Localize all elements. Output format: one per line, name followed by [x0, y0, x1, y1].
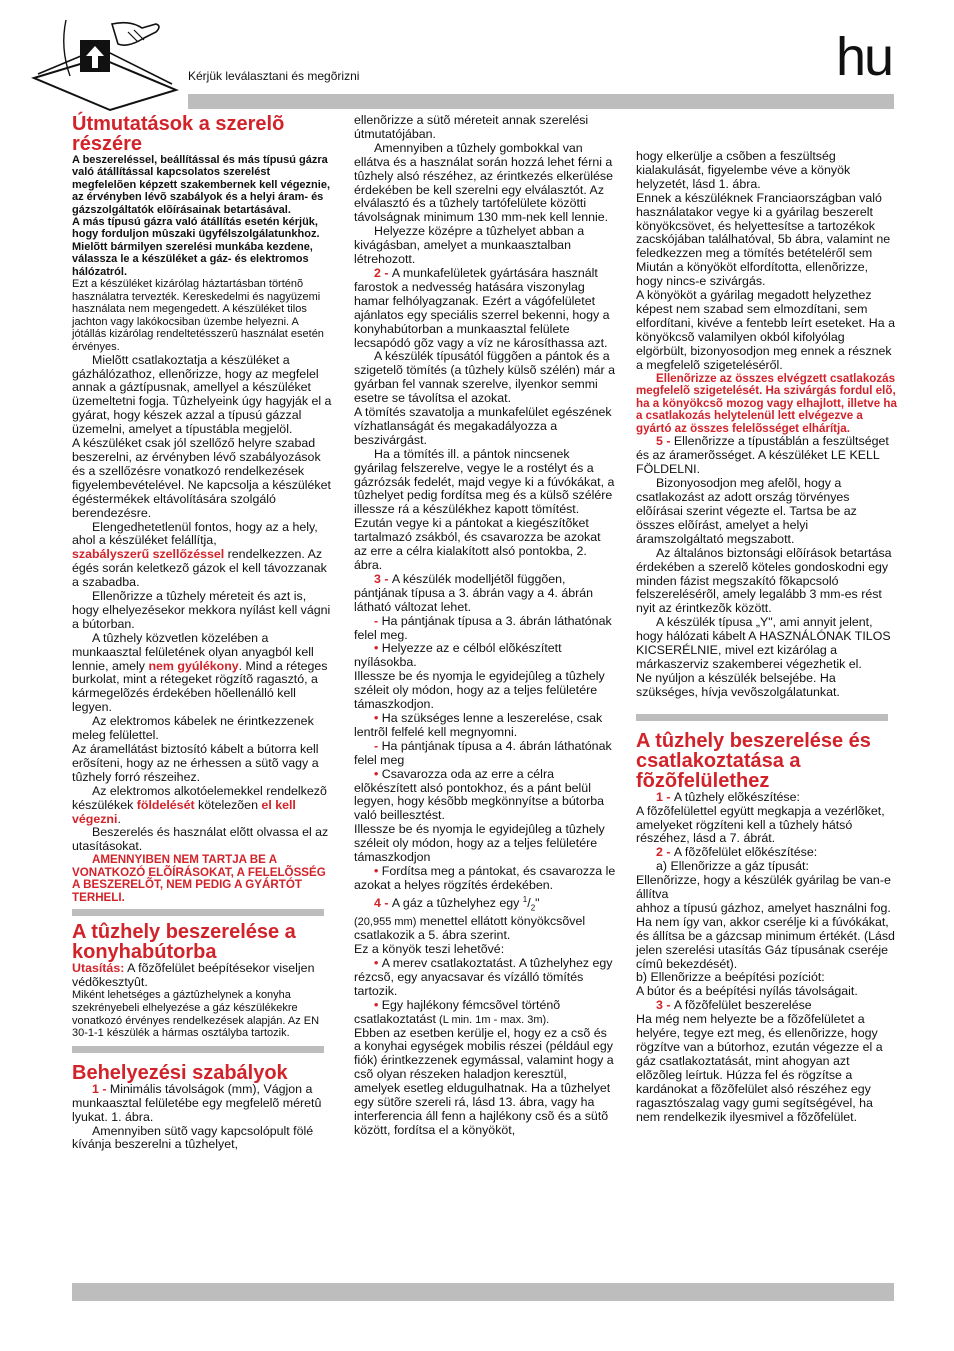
paragraph: ellenõrizze a sütõ méreteit annak szerelési útmutatójában. — [354, 113, 589, 141]
paragraph: Mielõtt csatlakoztatja a készüléket a gázhálózathoz, ellenõrizze, hogy az megfelel annak a gáztípusnak, amellyel a készüléket üzemeltetni fogja. Tûzhelyeink úgy hagyják el a gyárat, hogy készek azzal a típusú gázzal üzemelni, amelyet a típustábla megjelöl. — [72, 352, 332, 437]
paragraph: ahhoz a típusú gázhoz, amelyet használni fog. Ha nem így van, akkor cserélje ki a fúvókákat, és állítsa be a gázcsap minimum értékét. (Lásd jelen szerelési utasítás Gáz típusának cseréje címû bekezdését). — [636, 900, 895, 971]
paragraph: A tûzhely közvetlen közelében a munkaasztal felületének olyan anyagból kell lennie, amely nem gyúlékony. Mind a réteges burkolat, mint a rétegeket rögzítõ ragasztó, a kármegelõzés érdekében hõellenálló kell legyen. — [72, 630, 328, 715]
paragraph: Ne nyúljon a készülék belsejébe. Ha szükséges, hívja vevõszolgálatunkat. — [636, 670, 840, 699]
paragraph: Az általános biztonsági elõírások betartása érdekében a szerelõ köteles gondoskodni egy minden fázist megszakító fõkapcsoló felszerelésérõl, amely legalább 3 mm-es rést nyit az érintkezõk között. — [636, 545, 892, 616]
header-bar — [188, 94, 894, 109]
paragraph: A készüléket csak jól szellőző helyre szabad beszerelni, az érvényben lévő szabályozások és a szellőzésre vonatkozó rendelkezések figyelembevételével. Ne kapcsolja a készüléket égéstermékek eltávolítására szolgáló berendezésre. — [72, 436, 331, 520]
paragraph: Ennek a készüléknek Franciaországban való használatakor vegye ki a gyárilag beszerelt könyökcsövet, és helyettesítse a tartozékok zacskójában találhatóval, 5b ábra, valamint ne feledkezzen meg a tömítés betételéről sem — [636, 190, 891, 261]
paragraph: A könyököt a gyárilag megadott helyzethez képest nem szabad sem elmozdítani, sem elfordítani, kivéve a fentebb leírt eseteket. Ha a könyökcsõ valamilyen okból kifolyólag elgörbült, bizonyosodjon meg ennek a résznek a megfelelõ szigeteléséről. — [636, 288, 895, 372]
paragraph: 3 - A készülék modelljétõl függõen, pántjának típusa a 3. ábrán vagy a 4. ábrán látható változat lehet. — [354, 571, 594, 614]
paragraph: - Ha pántjának típusa a 4. ábrán láthatónak felel meg — [354, 738, 612, 767]
paragraph: Ha még nem helyezte be a fõzõfelületet a helyére, tegye ezt meg, és ellenõrizze, hogy rögzítve van a bútorhoz, ezután végezze el a gáz csatlakoztatását, mint ahogyan azt elõzõleg leírtuk. Húzza fel és rögzítse a kardánokat a fõzõfelület alsó részéhez egy ragasztószalag vagy gumi segítségével, ha nem rendelkezik ilyesmivel a fõzõfelület. — [636, 1012, 883, 1124]
heading-installer: Útmutatások a szerelõ részére — [72, 113, 285, 155]
warning-text: AMENNYIBEN NEM TARTJA BE A VONATKOZÓ ELÕÍRÁSOKAT, A FELELÕSSÉG A BESZERELÕT, NEM PEDIG A GYÁRTÓT TERHELI. — [72, 853, 326, 905]
paragraph: Ellenõrizze, hogy a készülék gyárilag be van-e állítva — [636, 873, 891, 902]
section-divider — [72, 909, 324, 916]
paragraph: hogy elkerülje a csõben a feszültség kialakulását, figyelembe véve a könyök helyzetét, lásd 1. ábra. — [636, 149, 851, 191]
section-divider — [72, 1046, 324, 1053]
warning-text: Ellenõrizze az összes elvégzett csatlakozás megfelelõ szigetelését. Ha szivárgás fordul elõ, ha a könyökcsõ mozog vagy elhajlott, illetve ha a csatlakozás helytelenül lett elvégezve a gyártó az összes felelõsséget elhárítja. — [636, 371, 897, 435]
paragraph: Ezt a készüléket kizárólag háztartásban történõ használatra tervezték. Kereskedelmi és nagyüzemi használata nem megengedett. A készüléket tilos jachton vagy lakókocsiban üzembe helyezni. A jótállás kizárólag rendeltetésszerû használat esetén érvényes. — [72, 278, 324, 354]
heading-furniture: A tûzhely beszerelése a konyhabútorba — [72, 920, 296, 963]
paragraph: Ha a tömítés ill. a pántok nincsenek gyárilag felszerelve, vegye le a rostélyt és a gázrózsák fedelét, majd vegye ki a fúvókákat, a tûzhelyet pedig fordítsa meg és a külsõ szélére illessze rá a készülékhez kapott tömítést. — [354, 446, 615, 517]
paragraph: Ezután vegye ki a pántokat a kiegészítõket tartalmazó zsákból, és csavarozza be azokat az erre a célra kialakított alsó pontokba, 2. ábra. — [354, 516, 601, 572]
paragraph: Helyezze középre a tûzhelyet abban a kivágásban, amelyet a munkaasztalban létrehozott. — [354, 224, 585, 267]
paragraph: • Csavarozza oda az erre a célra elõkészített alsó pontokhoz, és a pánt belül legyen, hogy késõbb megkönnyítse a bútorba való beillesztést. — [354, 766, 605, 823]
red-emphasis: szabályszerű szellőzéssel — [72, 547, 225, 562]
heading-connect: A tûzhely beszerelése és csatlakoztatása a fõzõfelülethez — [636, 729, 871, 792]
paragraph: 1 - A tûzhely elõkészítése: — [656, 789, 800, 804]
paragraph: Elengedhetetlenül fontos, hogy az a hely, ahol a készüléket felállítja, szabályszerű szellőzéssel rendelkezzen. Az égés során keletkezõ gázok el kell távozzanak a szabadba. — [72, 519, 327, 590]
column-2 — [354, 114, 616, 1138]
paragraph: Ellenõrizze a tûzhely méreteit és azt is, hogy elhelyezésekor mekkora nyílást kell vágni a bútorban. — [72, 589, 331, 631]
paragraph: A beszereléssel, beállítással és más típusú gázra való átállítással kapcsolatos szerelést megfelelõen képzett szakembernek kell végeznie, az érvényben lévõ szabályok és a helyi áram- és gázszolgáltatók elõírásainak betartásával. — [72, 154, 331, 216]
paragraph: Az elektromos kábelek ne érintkezzenek meleg felülettel. — [72, 714, 314, 743]
paragraph: Ebben az esetben kerülje el, hogy ez a csõ és a konyhai egységek mobilis részei (például egy fiók) érintkezzenek egymással, valamint hogy a csõ olyan részeken haladjon keresztül, amelyek esetleg eldugulhatnak. Ha a tûzhelyet egy sütõre szereli rá, lásd 13. ábra, vagy ha interferencia áll fenn a hajlékony csõ és a sütõ között, fordítsa el a könyököt, — [354, 1025, 614, 1137]
red-emphasis: el kell végezni — [72, 797, 296, 826]
paragraph: A készülék típusa „Y", ami annyit jelent, hogy hálózati kábelt A HASZNÁLÓNAK TILOS KICSERÉLNIE, mivel ezt kizárólag a márkaszerviz szakemberei végezhetik el. — [636, 615, 891, 671]
paragraph: A bútor és a beépítési nyílás távolságait. — [636, 984, 858, 999]
paragraph: • A merev csatlakoztatást. A tûzhelyhez egy rézcsõ, egy anyacsavar és vízálló tömítés tartozik. — [354, 955, 613, 998]
paragraph: Ez a könyök teszi lehetõvé: — [354, 942, 505, 957]
section-divider — [636, 714, 888, 721]
paragraph: A tömítés szavatolja a munkafelület egészének vízhatlanságát és megakadályozza a beszivárgást. — [354, 405, 612, 447]
paragraph: a) Ellenõrizze a gáz típusát: — [656, 859, 809, 874]
paragraph: • Egy hajlékony fémcsõvel történõ csatlakoztatást (L min. 1m - max. 3m). — [354, 997, 561, 1026]
paragraph: Az elektromos alkotóelemekkel rendelkezõ készülékek földelését kötelezõen el kell végezni. — [72, 783, 327, 826]
paragraph: b) Ellenõrizze a beépítési pozíciót: — [636, 970, 825, 985]
language-code: hu — [836, 27, 893, 87]
paragraph: • Ha szükséges lenne a leszerelése, csak lentrõl felfelé kell megnyomni. — [354, 710, 603, 739]
paragraph: - Ha pántjának típusa a 3. ábrán láthatónak felel meg. — [354, 613, 612, 642]
paragraph: Miután a könyököt elfordította, ellenõrizze, hogy nincs-e szivárgás. — [636, 260, 869, 289]
paragraph: • Helyezze az e célból elõkészített nyílásokba. — [354, 641, 562, 670]
red-emphasis: földelését — [136, 797, 195, 812]
paragraph: Illessze be és nyomja le egyidejûleg a tûzhely széleit oly módon, hogy az a teljes felületére támaszkodjon — [354, 822, 605, 865]
paragraph: Amennyiben sütõ vagy kapcsolópult fölé kívánja beszerelni a tûzhelyet, — [72, 1123, 314, 1152]
paragraph: A készülék típusától függõen a pántok és a szigetelõ tömítés (a tûzhely külsõ szélén) már a gyárban fel vannak szerelve, ilyenkor semmi esetre se távolítsa el azokat. — [354, 349, 616, 406]
paragraph: 4 - A gáz a tûzhelyhez egy $^1/_2$" (20,955 mm) menettel ellátott könyökcsõvel csatlakozik a 5. ábra szerint. — [354, 894, 586, 943]
paragraph: Az áramellátást biztosító kábelt a bútorra kell erõsíteni, hogy az ne érhessen a sütõ vagy a tûzhely forró részeihez. — [72, 742, 319, 784]
paragraph: 3 - A fõzõfelület beszerelése — [656, 998, 812, 1013]
paragraph: 1 - Minimális távolságok (mm), Vágjon a munkaasztal felületébe egy megfelelõ méretû lyukat. 1. ábra. — [72, 1081, 322, 1124]
paragraph: Miként lehetséges a gáztûzhelynek a konyha szekrényebeli elhelyezése a gáz készülékekre vonatkozó érvényes rendelkezések alapján. Az EN 30-1-1 készülék a hármas osztályba tartozik. — [72, 989, 320, 1040]
red-emphasis: Utasítás: — [72, 960, 125, 975]
book-hand-logo — [30, 18, 180, 113]
footer-bar — [72, 1283, 894, 1301]
detach-note: Kérjük leválasztani és megõrizni — [188, 69, 360, 83]
paragraph: 2 - A fõzõfelület elõkészítése: — [656, 845, 818, 860]
paragraph: Utasítás: A fõzõfelület beépítésekor viseljen védõkesztyût. — [72, 960, 315, 989]
paragraph: A fõzõfelülettel együtt megkapja a vezérlõket, amelyeket rögzíteni kell a tûzhely hátsó részéhez, lásd a 7. ábrát. — [636, 803, 885, 846]
paragraph: 5 - Ellenõrizze a típustáblán a feszültséget és az áramerõsséget. A készüléket LE KELL FÖLDELNI. — [636, 434, 889, 477]
paragraph: Illessze be és nyomja le egyidejûleg a tûzhely széleit oly módon, hogy az a teljes felületére támaszkodjon. — [354, 669, 605, 712]
heading-rules: Behelyezési szabályok — [72, 1061, 288, 1084]
paragraph: • Fordítsa meg a pántokat, és csavarozza le azokat a helyes rögzítés érdekében. — [354, 863, 616, 892]
red-emphasis: nem gyúlékony — [148, 658, 239, 673]
paragraph: A más típusú gázra való átállítás esetén kérjük, hogy forduljon mûszaki ügyfélszolgálatunkhoz. — [72, 216, 320, 241]
column-1 — [72, 114, 332, 1152]
paragraph: Beszerelés és használat elõtt olvassa el az utasításokat. — [72, 825, 329, 854]
column-3 — [636, 150, 898, 1124]
paragraph: Mielõtt bármilyen szerelési munkába kezdene, válassza le a készüléket a gáz- és elektromos hálózatról. — [72, 240, 313, 278]
paragraph: Amennyiben a tûzhely gombokkal van ellátva és a használat során hozzá lehet férni a tûzhely alsó részéhez, az érintkezés elkerülése érdekében be kell szerelni egy elválasztót. Az elválasztó és a tûzhely tartófelülete közötti távolságnak minimum 130 mm-nek kell lennie. — [354, 140, 613, 225]
paragraph: Bizonyosodjon meg afelõl, hogy a csatlakozást az adott ország törvényes elõírásai szerint végezte el. Tartsa be az összes elõírást, amelyet a helyi áramszolgáltató megszabott. — [636, 476, 857, 546]
paragraph: 2 - A munkafelületek gyártására használt farostok a nedvesség hatására viszonylag hamar felhólyagzanak. Ezért a vágófelületet ajánlatos egy speciális szerrel bekenni, hogy a konyhabútorban a munkaasztal felülete lecsapódó gõz vagy a víz ne károsíthassa azt. — [354, 265, 610, 350]
